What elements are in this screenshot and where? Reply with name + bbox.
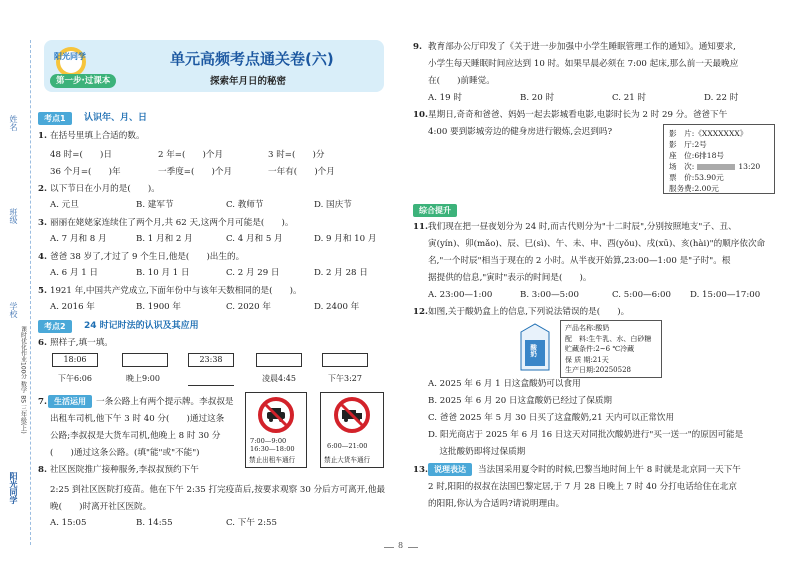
q1-num: 1. (38, 131, 47, 141)
q7-num: 7. (38, 397, 47, 407)
q9-line: 小学生每天睡眠时间应达到 10 时。如果早晨必须在 7:00 起床,那么前一天最晚应 (428, 59, 739, 69)
ticket-line: 服务费:2.00元 (669, 184, 719, 193)
sign2-time: 6:00—21:00 (327, 442, 368, 450)
label-line: 生产日期:20250528 (565, 366, 631, 374)
q1-item: 一年有( )个月 (268, 167, 335, 177)
q3-option: C. 4 月和 5 月 (226, 234, 283, 244)
logo-text: 阳光同学 (54, 52, 86, 61)
step-text: 第一步·过课本 (56, 76, 111, 86)
kp2-title: 24 时记时法的认识及其应用 (84, 321, 199, 331)
page-subtitle: 探索年月日的秘密 (210, 76, 287, 87)
ticket-line: 场 次: (669, 162, 695, 171)
q12-option: B. 2025 年 6 月 20 日这盒酸奶已经过了保质期 (428, 396, 613, 406)
q12-option: C. 爸爸 2025 年 5 月 30 日买了这盒酸奶,21 天内可以正常饮用 (428, 413, 675, 423)
q1-item: 2 年=( )个月 (158, 150, 224, 160)
time-box (256, 353, 302, 367)
ticket-time: 13:20 (738, 162, 761, 171)
q10-line: 4:00 要到影城旁边的健身房进行锻炼,会迟到吗? (428, 127, 613, 137)
kp1-title: 认识年、月、日 (84, 113, 148, 123)
sign2-label: 禁止大货车通行 (324, 456, 371, 464)
sign1-time: 7:00—9:00 16:30—18:00 (250, 437, 295, 453)
q7-line: 公路;李叔叔是大货车司机,他晚上 8 时 30 分 (50, 431, 221, 441)
binding-strip (0, 0, 34, 571)
q8-line: 2:25 到社区医院打疫苗。他在下午 2:35 打完疫苗后,按要求观察 30 分后方可离开,他最晚( )时离开社区医院。 (50, 485, 386, 512)
q13-line: 的阳阳,你认为合适吗?请说明理由。 (428, 499, 565, 509)
ticket-line: 票 价:53.90元 (669, 173, 724, 182)
ticket-line: 影 片:《XXXXXXX》 (669, 129, 748, 138)
q2-option: D. 国庆节 (314, 200, 352, 210)
q9-option: A. 19 时 (428, 93, 462, 103)
q4-option: C. 2 月 29 日 (226, 268, 280, 278)
label-line: 产品名称:酸奶 (565, 324, 610, 332)
cut-line (30, 40, 31, 545)
q7-line: ( )通过这条公路。(填"能"或"不能") (50, 448, 200, 458)
q2-option: C. 教师节 (226, 200, 264, 210)
no-truck-icon (334, 397, 370, 433)
q8-option: C. 下午 2:55 (226, 518, 277, 528)
q10-line: 星期日,奇奇和爸爸、妈妈一起去影城看电影,电影时长为 2 时 29 分。爸爸下午 (428, 110, 728, 120)
yogurt-carton-icon (515, 322, 555, 372)
series-logo: 阳光同学 (9, 472, 18, 504)
q12-num: 12. (413, 307, 428, 317)
q13-line: 当法国采用夏令时的时候,巴黎当地时间上午 8 时就是北京同一天下午 (478, 465, 741, 475)
q5-option: C. 2020 年 (226, 302, 271, 312)
q12-text: 如图,关于酸奶盒上的信息,下列说法错误的是( )。 (428, 307, 630, 317)
answer-blank (188, 372, 234, 386)
time-label: 凌晨4:45 (262, 374, 296, 383)
school-label: 学校 (9, 302, 18, 318)
q3-option: B. 1 月和 2 月 (136, 234, 193, 244)
q12-option: A. 2025 年 6 月 1 日这盒酸奶可以食用 (428, 379, 581, 389)
sign-no-taxi (245, 392, 307, 468)
q5-option: B. 1900 年 (136, 302, 181, 312)
carton-text: 酸奶 (529, 344, 538, 357)
q1-item: 36 个月=( )年 (50, 167, 121, 177)
q8-option: A. 15:05 (50, 518, 87, 528)
q13-num: 13. (413, 465, 428, 475)
q8-line: 社区医院推广接种服务,李叔叔预约下午 (50, 465, 199, 475)
ticket-session-row (669, 161, 769, 172)
q4-option: D. 2 月 28 日 (314, 268, 368, 278)
page-title: 单元高频考点通关卷(六) (170, 50, 334, 68)
page-rule-left (384, 547, 394, 548)
time-box: 23:38 (188, 353, 234, 367)
q11-num: 11. (413, 222, 428, 232)
q9-line: 教育部办公厅印发了《关于进一步加强中小学生睡眠管理工作的通知》。通知要求, (428, 42, 736, 52)
kp2-tag: 考点2 (38, 320, 72, 333)
q12-option-cont: 这批酸奶即将过保质期 (428, 447, 526, 457)
q3-num: 3. (38, 218, 47, 228)
q10-num: 10. (413, 110, 428, 120)
q6-num: 6. (38, 338, 47, 348)
yogurt-label (560, 320, 662, 378)
q13-line: 2 时,阳阳的叔叔在法国巴黎定居,于 7 月 28 日晚上 7 时 40 分打电话给住在北京 (428, 482, 737, 492)
time-label: 下午3:27 (328, 374, 362, 383)
q7-line: 出租车司机,他下午 3 时 40 分( )通过这条 (50, 414, 225, 424)
q2-option: A. 元旦 (50, 200, 79, 210)
q3-option: D. 9 月和 10 月 (314, 234, 377, 244)
q7-tag: 生活运用 (48, 395, 92, 408)
q11-line: 寅(yín)、卯(mǎo)、辰、巳(sì)、午、未、申、酉(yǒu)、戌(xū)、亥(hài)"的顺序依次命 (428, 239, 766, 249)
q5-num: 5. (38, 286, 47, 296)
q4-text: 爸爸 38 岁了,才过了 9 个生日,他是( )出生的。 (50, 252, 245, 262)
label-line: 贮藏条件:2~6 ℃冷藏 (565, 345, 635, 353)
q5-text: 1921 年,中国共产党成立,下面年份中与该年天数相同的是( )。 (50, 286, 302, 296)
q3-text: 丽丽在姥姥家连续住了两个月,共 62 天,这两个月可能是( )。 (50, 218, 294, 228)
q11-line: 名,"一个时辰"相当于现在的 2 小时。从半夜开始算,23:00—1:00 是"子时"。根 (428, 256, 731, 266)
q3-option: A. 7 月和 8 月 (50, 234, 107, 244)
q11-option: D. 15:00—17:00 (690, 290, 761, 300)
ticket-line: 影 厅:2号 (669, 140, 707, 149)
kp3-tag: 综合提升 (413, 204, 457, 217)
q9-line: 在( )前睡觉。 (428, 76, 495, 86)
label-line: 配 料:生牛乳、水、白砂糖 (565, 334, 652, 343)
q5-option: A. 2016 年 (50, 302, 95, 312)
q2-option: B. 建军节 (136, 200, 174, 210)
q1-item: 一季度=( )个月 (158, 167, 233, 177)
q11-option: A. 23:00—1:00 (428, 290, 493, 300)
q11-option: C. 5:00—6:00 (612, 290, 671, 300)
q9-option: C. 21 时 (612, 93, 646, 103)
q13-tag: 说理表达 (428, 463, 472, 476)
page-rule-right (408, 547, 418, 548)
ticket-line: 座 位:6排18号 (669, 151, 725, 160)
series-desc: 课时优化作业100分 数学 BS 三年级(上) (19, 326, 27, 434)
q2-text: 以下节日在小月的是( )。 (50, 184, 160, 194)
time-box (122, 353, 168, 367)
q1-item: 3 时=( )分 (268, 150, 325, 160)
name-label: 姓名 (9, 115, 18, 131)
time-box (322, 353, 368, 367)
sign-no-truck (320, 392, 384, 468)
q7-line: 一条公路上有两个提示牌。李叔叔是 (96, 397, 234, 407)
sign1-label: 禁止出租车通行 (249, 456, 296, 464)
time-label: 下午6:06 (58, 374, 92, 383)
kp1-tag: 考点1 (38, 112, 72, 125)
q12-option: D. 阳光商店于 2025 年 6 月 16 日这天对同批次酸奶进行"买一送一"的原因可能是 (428, 430, 744, 440)
q2-num: 2. (38, 184, 47, 194)
label-line: 保 质 期:21天 (565, 355, 609, 364)
q9-num: 9. (413, 42, 422, 52)
no-taxi-icon (258, 397, 294, 433)
q9-option: B. 20 时 (520, 93, 555, 103)
q6-text: 照样子,填一填。 (50, 338, 113, 348)
smudge (697, 164, 735, 170)
movie-ticket (663, 124, 775, 194)
q4-option: B. 10 月 1 日 (136, 268, 190, 278)
time-box: 18:06 (52, 353, 98, 367)
q8-option: B. 14:55 (136, 518, 173, 528)
q5-option: D. 2400 年 (314, 302, 360, 312)
time-label: 晚上9:00 (126, 374, 160, 383)
q8-num: 8. (38, 465, 47, 475)
page-number: 8 (398, 541, 404, 550)
q11-option: B. 3:00—5:00 (520, 290, 579, 300)
q11-line: 据提供的信息,"寅时"表示的时间是( )。 (428, 273, 592, 283)
q4-option: A. 6 月 1 日 (50, 268, 98, 278)
q11-line: 我们现在把一昼夜划分为 24 时,而古代则分为"十二时辰",分别按照地支"子、丑、 (428, 222, 737, 232)
q9-option: D. 22 时 (704, 93, 739, 103)
q4-num: 4. (38, 252, 47, 262)
q1-item: 48 时=( )日 (50, 150, 112, 160)
class-label: 班级 (9, 208, 18, 224)
q1-text: 在括号里填上合适的数。 (50, 131, 145, 141)
